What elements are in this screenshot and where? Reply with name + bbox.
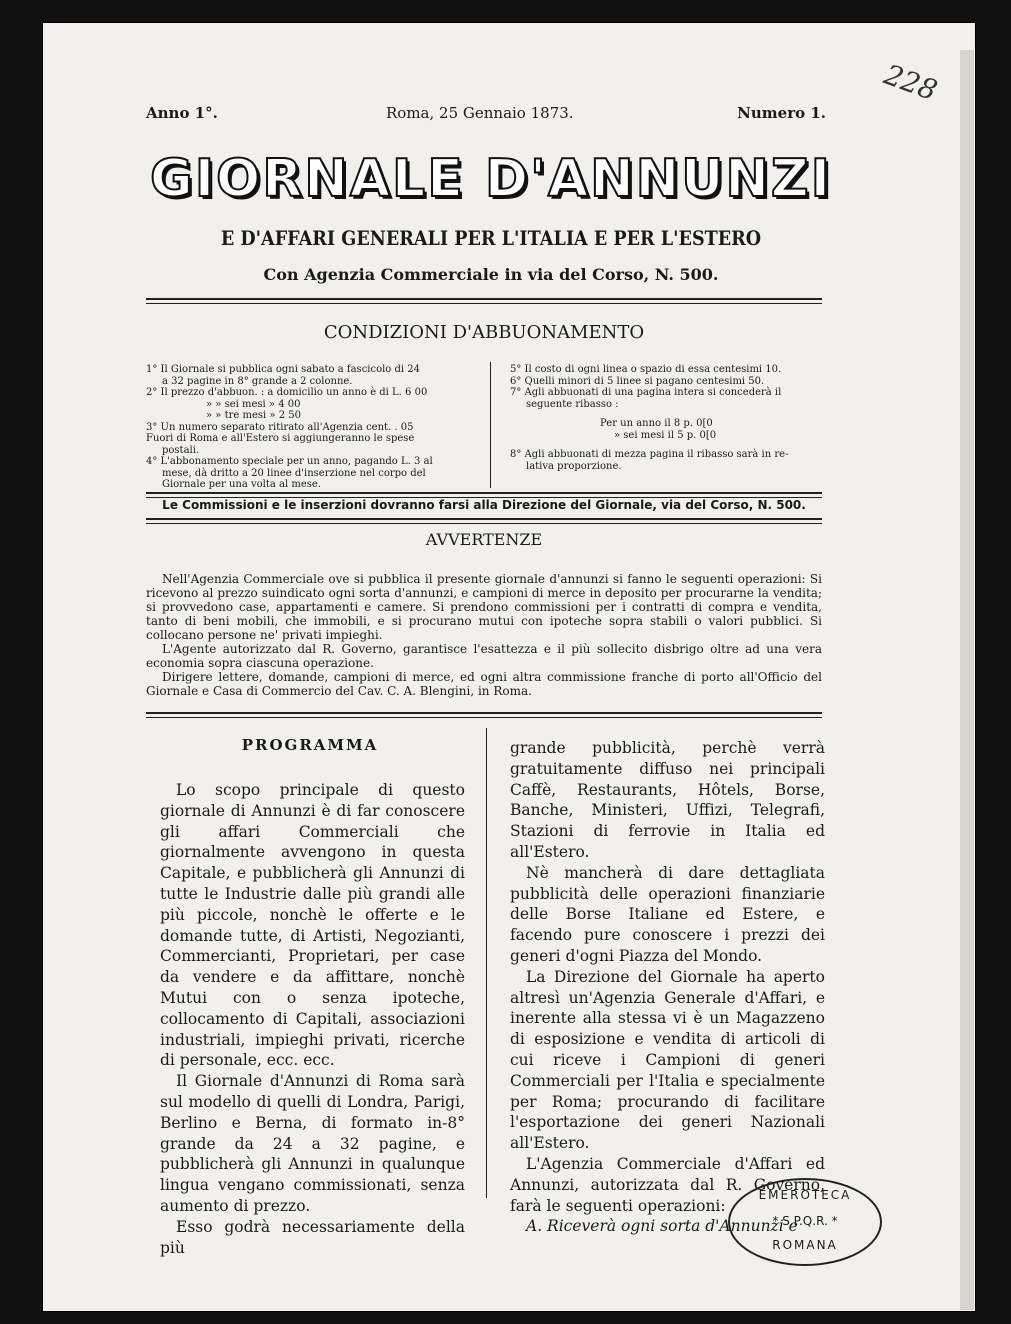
condition-line: postali. (162, 444, 200, 456)
programma-paragraph: Nè mancherà di dare dettagliata pubblicità delle operazioni finanziarie delle Borse Italiane ed Estere, e facendo pure conoscere i prezzi dei generi d'ogni Piazza del Mondo. (510, 863, 825, 965)
issue-date: Roma, 25 Gennaio 1873. (386, 104, 574, 122)
programma-right-column (510, 738, 825, 1237)
divider (146, 712, 822, 714)
page-number: 228 (879, 57, 942, 108)
programma-left-column (160, 780, 465, 1258)
programma-paragraph: grande pubblicità, perchè verrà gratuitamente diffuso nei principali Caffè, Restaurants, Hôtels, Borse, Banche, Ministeri, Uffizi, Telegrafi, Stazioni di ferrovie in Italia ed all'Estero. (510, 739, 825, 861)
condition-line: 3° Un numero separato ritirato all'Agenzia cent. . 05 (146, 421, 414, 433)
avvertenze-paragraph: Nell'Agenzia Commerciale ove si pubblica il presente giornale d'annunzi si fanno le seguenti operazioni: Si ricevono al prezzo suindicato ogni sorta d'annunzi, e campioni di merce in deposito per procurarne la vendita; si provvedono case, appartamenti e camere. Si prendono commissioni per i contratti di compra e vendita, tanto di beni mobili, che immobili, e si procurano mutui con ipoteche sopra stabili o valori pubblici. Si collocano persone ne' privati impieghi. (146, 572, 822, 642)
issue-number: Numero 1. (737, 104, 826, 122)
programma-paragraph: La Direzione del Giornale ha aperto altresì un'Agenzia Generale d'Affari, e inerente alla stessa vi è un Magazzeno di esposizione e vendita di articoli di cui riceve i Campioni di generi Commerciali per l'Italia e specialmente per Roma; procurando di facilitare l'esportazione dei generi Nazionali all'Estero. (510, 967, 825, 1153)
programma-paragraph: L'Agenzia Commerciale d'Affari ed Annunzi, autorizzata dal R. Governo, farà le seguenti operazioni: (510, 1154, 825, 1215)
commissions-notice: Le Commissioni e le inserzioni dovranno farsi alla Direzione del Giornale, via del Corso, N. 500. (162, 498, 806, 512)
avvertenze-body (146, 572, 822, 698)
conditions-title: CONDIZIONI D'ABBUONAMENTO (323, 322, 645, 343)
divider (146, 492, 822, 494)
avvertenze-paragraph: L'Agente autorizzato dal R. Governo, garantisce l'esattezza e il più sollecito disbrigo oltre ad una vera economia sopra ciascuna operazione. (146, 642, 822, 670)
condition-line: 2° Il prezzo d'abbuon. : a domicilio un anno è di L. 6 00 (146, 387, 428, 398)
avvertenze-title: AVVERTENZE (425, 530, 543, 549)
issue-year: Anno 1°. (146, 104, 218, 122)
condition-line: » » tre mesi » 2 50 (206, 410, 301, 421)
condition-line: 1° Il Giornale si pubblica ogni sabato a fascicolo di 24 (146, 364, 421, 375)
condition-line: Giornale per una volta al mese. (162, 479, 321, 490)
masthead-title: GIORNALE D'ANNUNZI (150, 149, 832, 209)
stamp-line: ROMANA (772, 1238, 838, 1252)
library-stamp (728, 1178, 882, 1266)
programma-paragraph: A. Riceverà ogni sorta d'Annunzi e (526, 1217, 798, 1236)
condition-line: 5° Il costo di ogni linea o spazio di essa centesimi 10. (510, 364, 782, 375)
condition-line: 8° Agli abbuonati di mezza pagina il ribasso sarà in re- (510, 449, 789, 460)
condition-line: mese, dà dritto a 20 linee d'inserzione nel corpo del (162, 467, 426, 479)
condition-line: a 32 pagine in 8° grande a 2 colonne. (162, 375, 353, 387)
condition-line: lativa proporzione. (526, 460, 622, 472)
condition-line: Fuori di Roma e all'Estero si aggiungeranno le spese (146, 433, 415, 444)
condition-line: 4° L'abbonamento speciale per un anno, pagando L. 3 al (146, 456, 433, 467)
column-divider (490, 362, 491, 488)
stamp-line: * S.P.Q.R. * (772, 1214, 838, 1228)
condition-line: seguente ribasso : (526, 398, 619, 410)
condition-line: Per un anno il 8 p. 0[0 (600, 418, 713, 429)
conditions-right (510, 364, 828, 472)
column-divider (486, 728, 487, 1198)
condition-line: » sei mesi il 5 p. 0[0 (614, 429, 717, 441)
divider (146, 518, 822, 520)
masthead-subtitle: E D'AFFARI GENERALI PER L'ITALIA E PER L'ESTERO (220, 226, 762, 250)
avvertenze-paragraph: Dirigere lettere, domande, campioni di merce, ed ogni altra commissione franche di porto all'Officio del Giornale e Casa di Commercio del Cav. C. A. Blengini, in Roma. (146, 670, 822, 698)
condition-line: 6° Quelli minori di 5 linee si pagano centesimi 50. (510, 375, 765, 387)
programma-paragraph: Esso godrà necessariamente della più (160, 1217, 465, 1257)
condition-line: » » sei mesi » 4 00 (206, 398, 301, 410)
stamp-line: EMEROTECA (758, 1188, 852, 1202)
programma-title: PROGRAMMA (241, 736, 379, 754)
divider (146, 298, 822, 300)
condition-line: 7° Agli abbuonati di una pagina intera si concederà il (510, 387, 782, 398)
page-edge (960, 50, 974, 1310)
conditions-left (146, 364, 476, 491)
agency-line: Con Agenzia Commerciale in via del Corso, N. 500. (263, 265, 719, 284)
programma-paragraph: Lo scopo principale di questo giornale di Annunzi è di far conoscere gli affari Commerciali che giornalmente avvengono in questa Capitale, e pubblicherà gli Annunzi di tutte le Industrie dalle più grandi alle più piccole, nonchè le offerte e le domande tutte, di Artisti, Negozianti, Commercianti, Proprietari, per case da vendere e da affittare, nonchè Mutui con o senza ipoteche, collocamento di Capitali, associazioni industriali, impieghi privati, ricerche di personale, ecc. ecc. (160, 781, 465, 1070)
programma-paragraph: Il Giornale d'Annunzi di Roma sarà sul modello di quelli di Londra, Parigi, Berlino e Berna, di formato in-8° grande da 24 a 32 pagine, e pubblicherà gli Annunzi in qualunque lingua vengano commissionati, senza aumento di prezzo. (160, 1072, 465, 1215)
